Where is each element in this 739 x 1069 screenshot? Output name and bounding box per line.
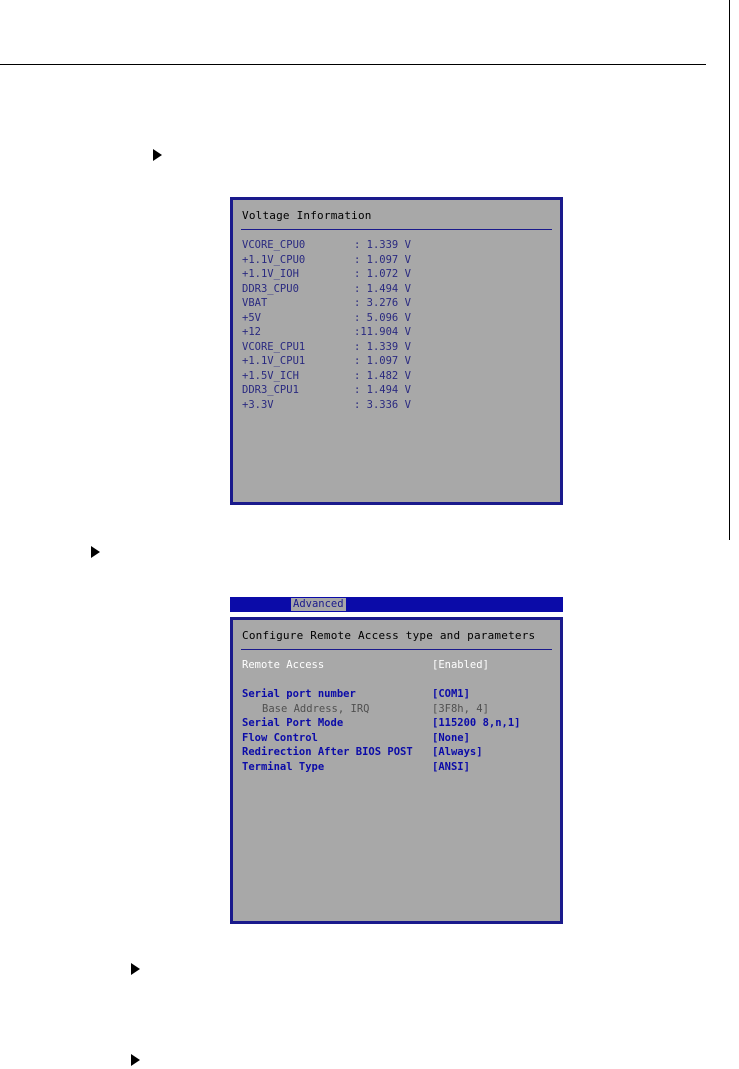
setting-value[interactable]: [ANSI] xyxy=(432,760,470,773)
voltage-value: : 3.336 V xyxy=(354,398,411,411)
panel-title: Voltage Information xyxy=(242,209,372,222)
setting-value[interactable]: [COM1] xyxy=(432,688,470,700)
arrow-bullet-icon xyxy=(131,963,140,975)
voltage-value: : 5.096 V xyxy=(354,311,411,324)
voltage-label: +1.1V_IOH xyxy=(242,268,299,280)
setting-label: Redirection After BIOS POST xyxy=(242,746,413,758)
voltage-label: +3.3V xyxy=(242,398,274,411)
voltage-label: VBAT xyxy=(242,297,268,309)
arrow-bullet-icon xyxy=(91,546,100,558)
voltage-label: DDR3_CPU1 xyxy=(242,384,299,396)
setting-label: Serial Port Mode xyxy=(242,717,344,729)
voltage-value: : 3.276 V xyxy=(354,297,411,309)
voltage-value: : 1.339 V xyxy=(354,340,411,353)
page-header-rule xyxy=(0,64,706,65)
voltage-value: : 1.339 V xyxy=(354,239,411,251)
tab-advanced[interactable]: Advanced xyxy=(293,598,344,610)
page-side-rule xyxy=(729,0,730,540)
voltage-label: DDR3_CPU0 xyxy=(242,282,299,295)
panel-divider xyxy=(241,229,552,230)
panel-title: Configure Remote Access type and parameters xyxy=(242,629,536,642)
voltage-label: +1.1V_CPU1 xyxy=(242,355,306,367)
setting-label: Serial port number xyxy=(242,688,356,700)
setting-label: Base Address, IRQ xyxy=(262,702,370,715)
voltage-label: +5V xyxy=(242,311,261,324)
setting-value[interactable]: [None] xyxy=(432,731,470,744)
setting-value[interactable]: [115200 8,n,1] xyxy=(432,717,521,729)
arrow-bullet-icon xyxy=(131,1054,140,1066)
setting-value: [3F8h, 4] xyxy=(432,702,489,715)
panel-divider xyxy=(241,649,552,650)
setting-value[interactable]: [Enabled] xyxy=(432,659,489,671)
remote-access-panel xyxy=(230,617,563,924)
voltage-information-panel xyxy=(230,197,563,505)
setting-label: Remote Access xyxy=(242,659,325,671)
voltage-label: VCORE_CPU1 xyxy=(242,340,306,353)
voltage-value: : 1.494 V xyxy=(354,282,411,295)
voltage-value: : 1.494 V xyxy=(354,384,411,396)
bios-menu-bar xyxy=(230,597,563,612)
setting-label: Flow Control xyxy=(242,731,318,744)
voltage-label: VCORE_CPU0 xyxy=(242,239,306,251)
voltage-value: : 1.482 V xyxy=(354,369,411,382)
voltage-label: +12 xyxy=(242,326,261,338)
voltage-value: : 1.072 V xyxy=(354,268,411,280)
voltage-value: : 1.097 V xyxy=(354,253,411,266)
setting-value[interactable]: [Always] xyxy=(432,746,483,758)
setting-label: Terminal Type xyxy=(242,760,325,773)
voltage-label: +1.1V_CPU0 xyxy=(242,253,306,266)
arrow-bullet-icon xyxy=(153,149,162,161)
voltage-label: +1.5V_ICH xyxy=(242,369,299,382)
voltage-value: : 1.097 V xyxy=(354,355,411,367)
voltage-value: :11.904 V xyxy=(354,326,411,338)
